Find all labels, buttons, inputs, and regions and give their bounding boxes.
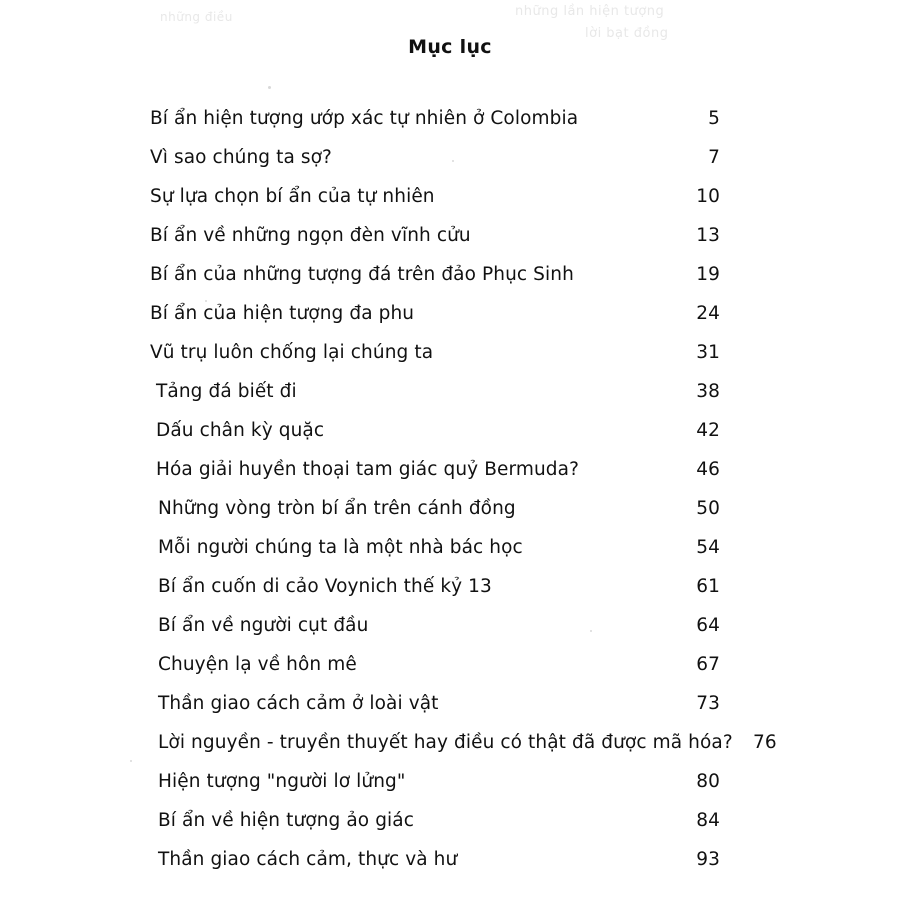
toc-entry-label: Bí ẩn của hiện tượng đa phu	[150, 303, 415, 324]
toc-entry-page: 80	[696, 771, 720, 792]
toc-entry[interactable]	[150, 459, 720, 498]
toc-entry-label: Sự lựa chọn bí ẩn của tự nhiên	[150, 186, 435, 207]
toc-entry-page: 46	[696, 459, 720, 480]
page-title: Mục lục	[408, 36, 492, 58]
toc-entry[interactable]	[150, 654, 720, 693]
toc-entry[interactable]	[150, 225, 720, 264]
toc-entry[interactable]	[150, 810, 720, 849]
toc-entry[interactable]	[150, 264, 720, 303]
toc-entry[interactable]	[150, 615, 720, 654]
scan-speck	[268, 86, 271, 89]
toc-entry-label: Bí ẩn của những tượng đá trên đảo Phục Sinh	[150, 264, 574, 285]
scan-speck	[130, 760, 132, 762]
toc-entry-label: Lời nguyền - truyền thuyết hay điều có thật đã được mã hóa?	[158, 732, 733, 753]
bleed-through-text: những lần hiện tượng	[515, 4, 665, 19]
toc-entry-page: 54	[696, 537, 720, 558]
toc-entry-page: 73	[696, 693, 720, 714]
toc-entry[interactable]	[150, 186, 720, 225]
toc-entry-label: Vì sao chúng ta sợ?	[150, 147, 332, 168]
toc-entry[interactable]	[150, 108, 720, 147]
toc-entry-page: 76	[753, 732, 777, 753]
toc-entry-page: 13	[696, 225, 720, 246]
toc-entry[interactable]	[150, 537, 720, 576]
toc-entry-page: 31	[696, 342, 720, 363]
toc-entry[interactable]	[150, 303, 720, 342]
toc-entry-label: Thần giao cách cảm, thực và hư	[158, 849, 458, 870]
table-of-contents	[150, 108, 777, 888]
toc-entry[interactable]	[150, 849, 720, 888]
toc-entry[interactable]	[150, 693, 720, 732]
toc-entry-page: 84	[696, 810, 720, 831]
toc-entry-page: 7	[708, 147, 720, 168]
toc-entry-label: Bí ẩn về hiện tượng ảo giác	[158, 810, 414, 831]
toc-entry[interactable]	[150, 576, 720, 615]
toc-entry-label: Bí ẩn về người cụt đầu	[158, 615, 369, 636]
toc-entry-label: Dấu chân kỳ quặc	[156, 420, 325, 441]
bleed-through-text: lời bạt đồng	[585, 26, 669, 41]
toc-entry-page: 67	[696, 654, 720, 675]
toc-entry[interactable]	[150, 342, 720, 381]
toc-entry[interactable]	[150, 147, 720, 186]
toc-entry-label: Bí ẩn hiện tượng ướp xác tự nhiên ở Colombia	[150, 108, 579, 129]
toc-entry-page: 24	[696, 303, 720, 324]
toc-entry-label: Vũ trụ luôn chống lại chúng ta	[150, 342, 434, 363]
toc-entry-page: 61	[696, 576, 720, 597]
toc-entry-page: 19	[696, 264, 720, 285]
toc-entry-label: Những vòng tròn bí ẩn trên cánh đồng	[158, 498, 516, 519]
toc-entry[interactable]	[150, 420, 720, 459]
toc-entry-label: Hóa giải huyền thoại tam giác quỷ Bermuda?	[156, 459, 579, 480]
toc-entry[interactable]	[150, 498, 720, 537]
toc-entry-label: Chuyện lạ về hôn mê	[158, 654, 357, 675]
toc-entry-label: Bí ẩn về những ngọn đèn vĩnh cửu	[150, 225, 471, 246]
toc-entry-page: 38	[696, 381, 720, 402]
toc-entry-page: 42	[696, 420, 720, 441]
toc-entry-page: 93	[696, 849, 720, 870]
toc-entry-page: 5	[708, 108, 720, 129]
toc-entry-page: 64	[696, 615, 720, 636]
toc-entry-label: Mỗi người chúng ta là một nhà bác học	[158, 537, 523, 558]
toc-entry-label: Tảng đá biết đi	[156, 381, 297, 402]
toc-entry[interactable]	[150, 771, 720, 810]
toc-entry-page: 50	[696, 498, 720, 519]
toc-entry-label: Hiện tượng "người lơ lửng"	[158, 771, 406, 792]
toc-entry-page: 10	[696, 186, 720, 207]
bleed-through-text: những điều	[160, 10, 233, 24]
toc-entry[interactable]	[150, 732, 777, 771]
toc-entry-label: Thần giao cách cảm ở loài vật	[158, 693, 439, 714]
toc-entry[interactable]	[150, 381, 720, 420]
toc-entry-label: Bí ẩn cuốn di cảo Voynich thế kỷ 13	[158, 576, 492, 597]
